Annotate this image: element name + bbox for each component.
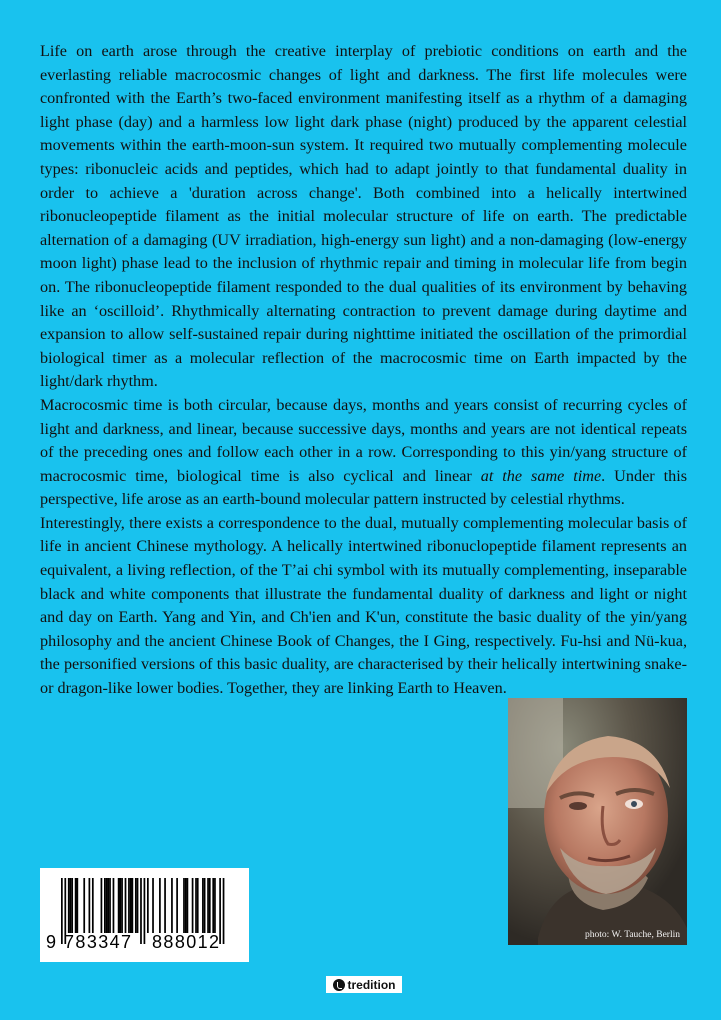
barcode-bar — [101, 878, 103, 933]
publisher-name: tredition — [347, 977, 396, 992]
barcode-bar — [132, 878, 134, 933]
isbn-first-digit: 9 — [46, 932, 58, 952]
paragraph-chinese-mythology: Interestingly, there exists a correspondence to the dual, mutually complementing molecular basis of life in ancient Chinese mythology. A helically intertwined ribonuclopeptide filament represents an equivalent, a living reflection, of the T’ai chi symbol with its mutually complementing, inseparable black and white components that illustrate the fundamental duality of darkness and light or night and day on Earth. Yang and Yin, and Ch'ien and K'un, constitute the basic duality of the yin/yang philosophy and the ancient Chinese Book of Changes, the I Ging, respectively. Fu-hsi and Nü-kua, the personified versions of this basic duality, are characterised by their helically intertwining snake- or dragon-like lower bodies. Together, they are linking Earth to Heaven. — [40, 513, 687, 698]
barcode-bar — [183, 878, 185, 933]
barcode-bar — [171, 878, 173, 933]
barcode-bar — [187, 878, 189, 933]
barcode-bar — [176, 878, 178, 933]
paragraph-origin-of-life: Life on earth arose through the creative interplay of prebiotic conditions on earth and the everlasting reliable macrocosmic changes of light and darkness. The first life molecules were confronted with the Earth’s two-faced environment manifesting itself as a rhythm of a damaging light phase (day) and a harmless low light dark phase (night) produced by the apparent celestial movements within the earth-moon-sun system. It required two mutually complementing molecule types: ribonucleic acids and peptides, which had to adapt jointly to that fundamental duality in order to achieve a 'duration across change'. Both combined into a helically intertwined ribonucleopeptide filament as the initial molecular structure of life on earth. The predictable alternation of a damaging (UV irradiation, high-energy sun light) and a non-damaging (low-energy moon light) phase lead to the inclusion of rhythmic repair and timing in molecular life from begin on. The ribonucleopeptide filament responded to the dual qualities of its environment by behaving like an ‘oscilloid’. Rhythmically alternating contraction to prevent damage during daytime and expansion to allow self-sustained repair during nighttime initiated the oscillation of the primordial biological timer as a molecular reflection of the macrocosmic time on Earth impacted by the light/dark rhythm. — [40, 42, 687, 391]
barcode-bar — [207, 878, 209, 933]
isbn-right-group: 888012 — [152, 932, 221, 952]
barcode-bar — [104, 878, 106, 933]
barcode-bar — [159, 878, 161, 933]
barcode-bar — [89, 878, 91, 933]
barcode-bar — [195, 878, 197, 933]
barcode-bar — [68, 878, 70, 933]
barcode-bar — [185, 878, 187, 933]
barcode-bar — [202, 878, 204, 933]
isbn-barcode — [40, 868, 249, 962]
barcode-bar — [109, 878, 111, 933]
barcode-bar — [107, 878, 109, 933]
barcode-bar — [113, 878, 115, 933]
barcode-bar — [128, 878, 130, 933]
photo-credit: photo: W. Tauche, Berlin — [585, 930, 680, 940]
barcode-bar — [214, 878, 216, 933]
tredition-logo-icon — [333, 979, 345, 991]
barcode-bar — [209, 878, 211, 933]
barcode-bar — [125, 878, 127, 933]
barcode-bar — [204, 878, 206, 933]
publisher-logo — [326, 976, 402, 993]
barcode-bar — [130, 878, 132, 933]
barcode-bar — [121, 878, 123, 933]
barcode-bar — [197, 878, 199, 933]
barcode-bar — [192, 878, 194, 933]
barcode-bar — [137, 878, 139, 933]
barcode-bar — [164, 878, 166, 933]
barcode-bar — [118, 878, 120, 933]
barcode-bar — [92, 878, 94, 933]
barcode-bar — [75, 878, 77, 933]
isbn-digits — [40, 932, 249, 956]
barcode-bar — [71, 878, 73, 933]
barcode-bar — [83, 878, 85, 933]
barcode-bar — [212, 878, 214, 933]
barcode-bar — [147, 878, 149, 933]
barcode-bar — [106, 878, 108, 933]
author-photo — [508, 698, 687, 945]
isbn-left-group: 783347 — [64, 932, 133, 952]
barcode-bar — [152, 878, 154, 933]
barcode-bar — [135, 878, 137, 933]
barcode-bar — [76, 878, 78, 933]
barcode-bar — [70, 878, 72, 933]
back-cover-text — [40, 40, 687, 701]
barcode-bar — [119, 878, 121, 933]
author-portrait-image — [508, 698, 687, 945]
paragraph-macrocosmic-time: Macrocosmic time is both circular, because days, months and years consist of recurring cycles of light and darkness, and linear, because successive days, months and years are not identical repeats of the preceding ones and follow each other in a row. Corresponding to this yin/yang structure of macrocosmic time, biological time is also cyclical and linear at the same time. Under this perspective, life arose as an earth-bound molecular pattern instructed by celestial rhythms. — [40, 395, 687, 509]
